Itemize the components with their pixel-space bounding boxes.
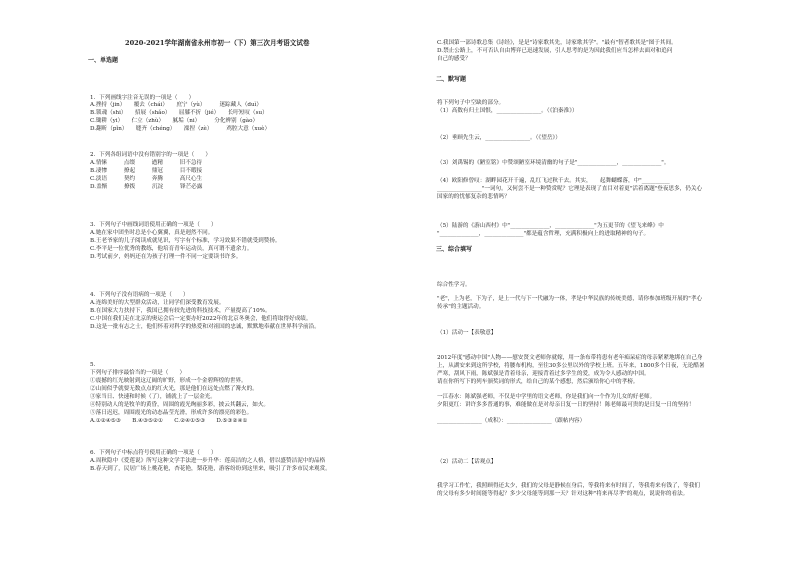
left-column-text-line: 1．下列画线字注音无误的一项是（ ） — [90, 95, 195, 101]
left-column-text-line: C.锄耕（yi） 仁立（zhù） 腻垢（ni） 分化辨别（gào） — [90, 118, 259, 124]
right-column-text-line: C.我国第一部诗歌总集《诗经》，是是"诗家歌其先，诗家歌其学"。"最有"智者歌其是"图于其间。 — [437, 40, 677, 46]
left-column-text-line: B.春天到了，民居广场上桃花艳，杏花艳，梨花艳，游客纷纷到这里来，吸引了许多市民来观赏。 — [90, 466, 331, 472]
right-column-text-line: （4）欧阳修曾叹：湖畔园花开千遍，乱红飞过秋千去。其实， 起舞蝴蝶落，中"__________ — [437, 178, 670, 184]
right-column-text-line: 上，从湖安来到这所学校，将腰布机构，至往30多公里以外的学校上班。五年来，1800多个日夜，无论酷暑 — [437, 363, 705, 369]
right-column-text-line: 自己的感受？ — [437, 56, 471, 62]
left-column-text-line: 5． — [90, 362, 100, 368]
left-column-text-line: C.淡语 契约 奔腾 高尺心生 — [90, 176, 203, 182]
left-column-text-line: D.考试前夕，妈妈还在为孩子打理一件不同一定要读书许多。 — [90, 254, 242, 260]
left-column-text-line: 4．下列句子没有语病的一项是（ ） — [90, 292, 189, 298]
left-column-text-line: A.周秋隐中《爱莲说》所写这种文学手法进一步升华：莲高洁的之人格，借以盛赞洁泥中的品格 — [90, 458, 326, 464]
left-column-text-line: ①震撼的红光映射到这辽阔的旷野，形成一个金碧辉煌的世界。 — [90, 378, 247, 384]
right-column-text-line: （2）垂顾先生云，________________。（《望岳》） — [437, 135, 561, 141]
left-column-text-line: 2．下列各组词语中没有错别字的一项是（ ） — [90, 152, 212, 158]
right-column-text-line: 传承"的主题活动。 — [437, 304, 485, 310]
left-column-text-line: B.凄惨 撩起 鼎冠 目不暇接 — [90, 168, 203, 174]
page-title: 2020-2021学年湖南省永州市初一（下）第三次月考语文试卷 — [125, 39, 310, 47]
left-column-text-line: A.①②④⑤③ B.④③⑤②① C.②④①⑤③ D.⑤③②④① — [90, 418, 248, 424]
left-column-text-line: C.李平是一位优秀的教练，他培育青年运动员，真可谓不遗余力。 — [90, 246, 253, 252]
left-column-text-line: A.连绵美好的大型群众活动，让同学们深受教育发展。 — [90, 300, 225, 306]
right-column-text-line: 我学习工作忙，我照顾得还太少，我们的父母是静候在身后，等我将来有时间了，等我将来有钱了，等我们 — [437, 483, 700, 489]
left-column-text-line: ⑤落日迟迟，周围霞光的动态晶莹光滑，形成许多的漂亮的彩色。 — [90, 410, 253, 416]
left-column-text-line: ②山间似乎就要无数点点的红火光，那是他们在远处点燃了篝火的。 — [90, 386, 258, 392]
right-column-text-line: 一江春水：陈斌强老师，不仅是中学里的语文老师，你是我们向一个作为儿女的好老师。 — [437, 394, 656, 400]
left-column-text-line: 6．下列句子中标点符号使用正确的一项是（ ） — [90, 450, 217, 456]
right-column-text-line: （1）活动一【表敬意】 — [437, 330, 497, 336]
left-column-text-line: A.她在家中团坐时总是小心翼翼，真是迥然不同。 — [90, 230, 214, 236]
left-column-text-line: B.王老爷家的儿子阅读成就见识，写字有个标准，学习效果不错就受到赞扬。 — [90, 238, 281, 244]
right-column-text-line: （3）刘禹锡的《陋室铭》中赞颂陋室环境清幽的句子是"______________，______________"。 — [437, 160, 670, 166]
left-column-text-line: 下列句子排序最恰当的一项是（ ） — [90, 370, 186, 376]
right-column-text-line: （2）活动二【话观点】 — [437, 459, 497, 465]
right-column-text-line: 严寒，刮风下雨，陈斌强是背着母亲，迎接背着过多学生的爱，成为令人感动的中国。 — [437, 371, 650, 377]
left-column-text-line: C.中国在我们走在北京的奥运会后一定要办好2022年的北京冬奥会，他们将取得好成绩。 — [90, 316, 312, 322]
left-column-text-line: B.锁魂（shi） 招展（shǎo） 屈膝不折（jié） 长吁短叹（su） — [90, 110, 268, 116]
section-heading-dictation: 二、默写题 — [436, 76, 467, 83]
right-column-text-line: "老"，上为老，下为子，是上一代与下一代融为一体，孝是中华民族的传统美德，请你参加班级开展的"孝心 — [437, 296, 703, 302]
right-column-text-line: "______________，______________"都是蕴含哲理，充满积极向上的进取精神的句子。 — [437, 231, 650, 237]
left-column-text-line: D.翻昕（pǐn） 缝齐（chéng） 溧捏（zè） 鸡腔大意（xuè） — [90, 126, 271, 132]
right-column-text-line: 的父母有多少时间能等得起？多少父母能等到那一天？针对这种"将来再尽孝"的观点，说说你的看法。 — [437, 491, 689, 497]
left-column-text-line: A.挫持（jin） 覆去（chái） 庶宁（yù） 迷踪藏人（duì） — [90, 102, 262, 108]
right-column-text-line: 请在你所写下的列车颁奖词的形式，给自己的某个感想，然后颁给你心中的孝榜。 — [437, 379, 639, 385]
right-column-text-line: 2012年度"感动中国"人物——慰安贤文老师你就嫁，用一条布带将患有老年痴呆症的母亲紧紧地绑在自己身 — [437, 355, 703, 361]
left-column-text-line: D.这是一批有志之士，他们怀着对科学的热爱和对祖国的忠诚，默默地奉献在世界科学前沿。 — [90, 324, 320, 330]
right-column-text-line: ________________（成积）：________________（跟帖内容） — [437, 418, 586, 424]
right-column-text-line: 国家的的忧郁复杂的悲情吗？ — [437, 194, 510, 200]
right-column-text-line: 夕阳更红：讲许多多普通的事，难能做在是对母亲日复一日的坚持！陈老师最可贵的是日复一日的坚持！ — [437, 402, 695, 408]
left-column-text-line: 3．下列句子中画线词语使用正确的一项是（ ） — [90, 222, 217, 228]
left-column-text-line: A.情愫 点缀 遒精 旧不急待 — [90, 160, 203, 166]
left-column-text-line: B.在国家大力扶持下，我国已拥有较先进的科技技术，产量提高了10%。 — [90, 308, 271, 314]
right-column-text-line: ________________"一词句。又何尝不是一种赞赏呢？它理是表现了直目对着更"活着离题"登夜思多，仍关心 — [437, 186, 703, 192]
left-column-text-line: ③家当日、快速和时候（了），铺就上了一层金光。 — [90, 394, 216, 400]
left-column-text-line: ④特别动人的是牧羊的黄昏，周围的霞光绚丽多彩，披云其翻云，如火。 — [90, 402, 270, 408]
section-heading-single-choice: 一、单选题 — [88, 57, 119, 64]
left-column-text-line: D.盖惭 撩拨 沉淀 锋芒必露 — [90, 184, 203, 190]
right-column-text-line: 综合性学习。 — [437, 282, 471, 288]
right-column-text-line: 将下列句子中空缺的部分。 — [437, 100, 505, 106]
right-column-text-line: （5）陆游的《游山西村》中"______________，______________"为五更节的《望飞来峰》中 — [437, 223, 664, 229]
section-heading-comprehensive: 三、综合填写 — [436, 246, 473, 253]
right-column-text-line: D.禁止公路上，不可否认自由博弈已迅速发展，引人思考的是为因此我们应当怎样去面对和追问 — [437, 48, 673, 54]
right-column-text-line: （1）高数有归土国恨，________________。（《泊秦淮》） — [437, 108, 578, 114]
